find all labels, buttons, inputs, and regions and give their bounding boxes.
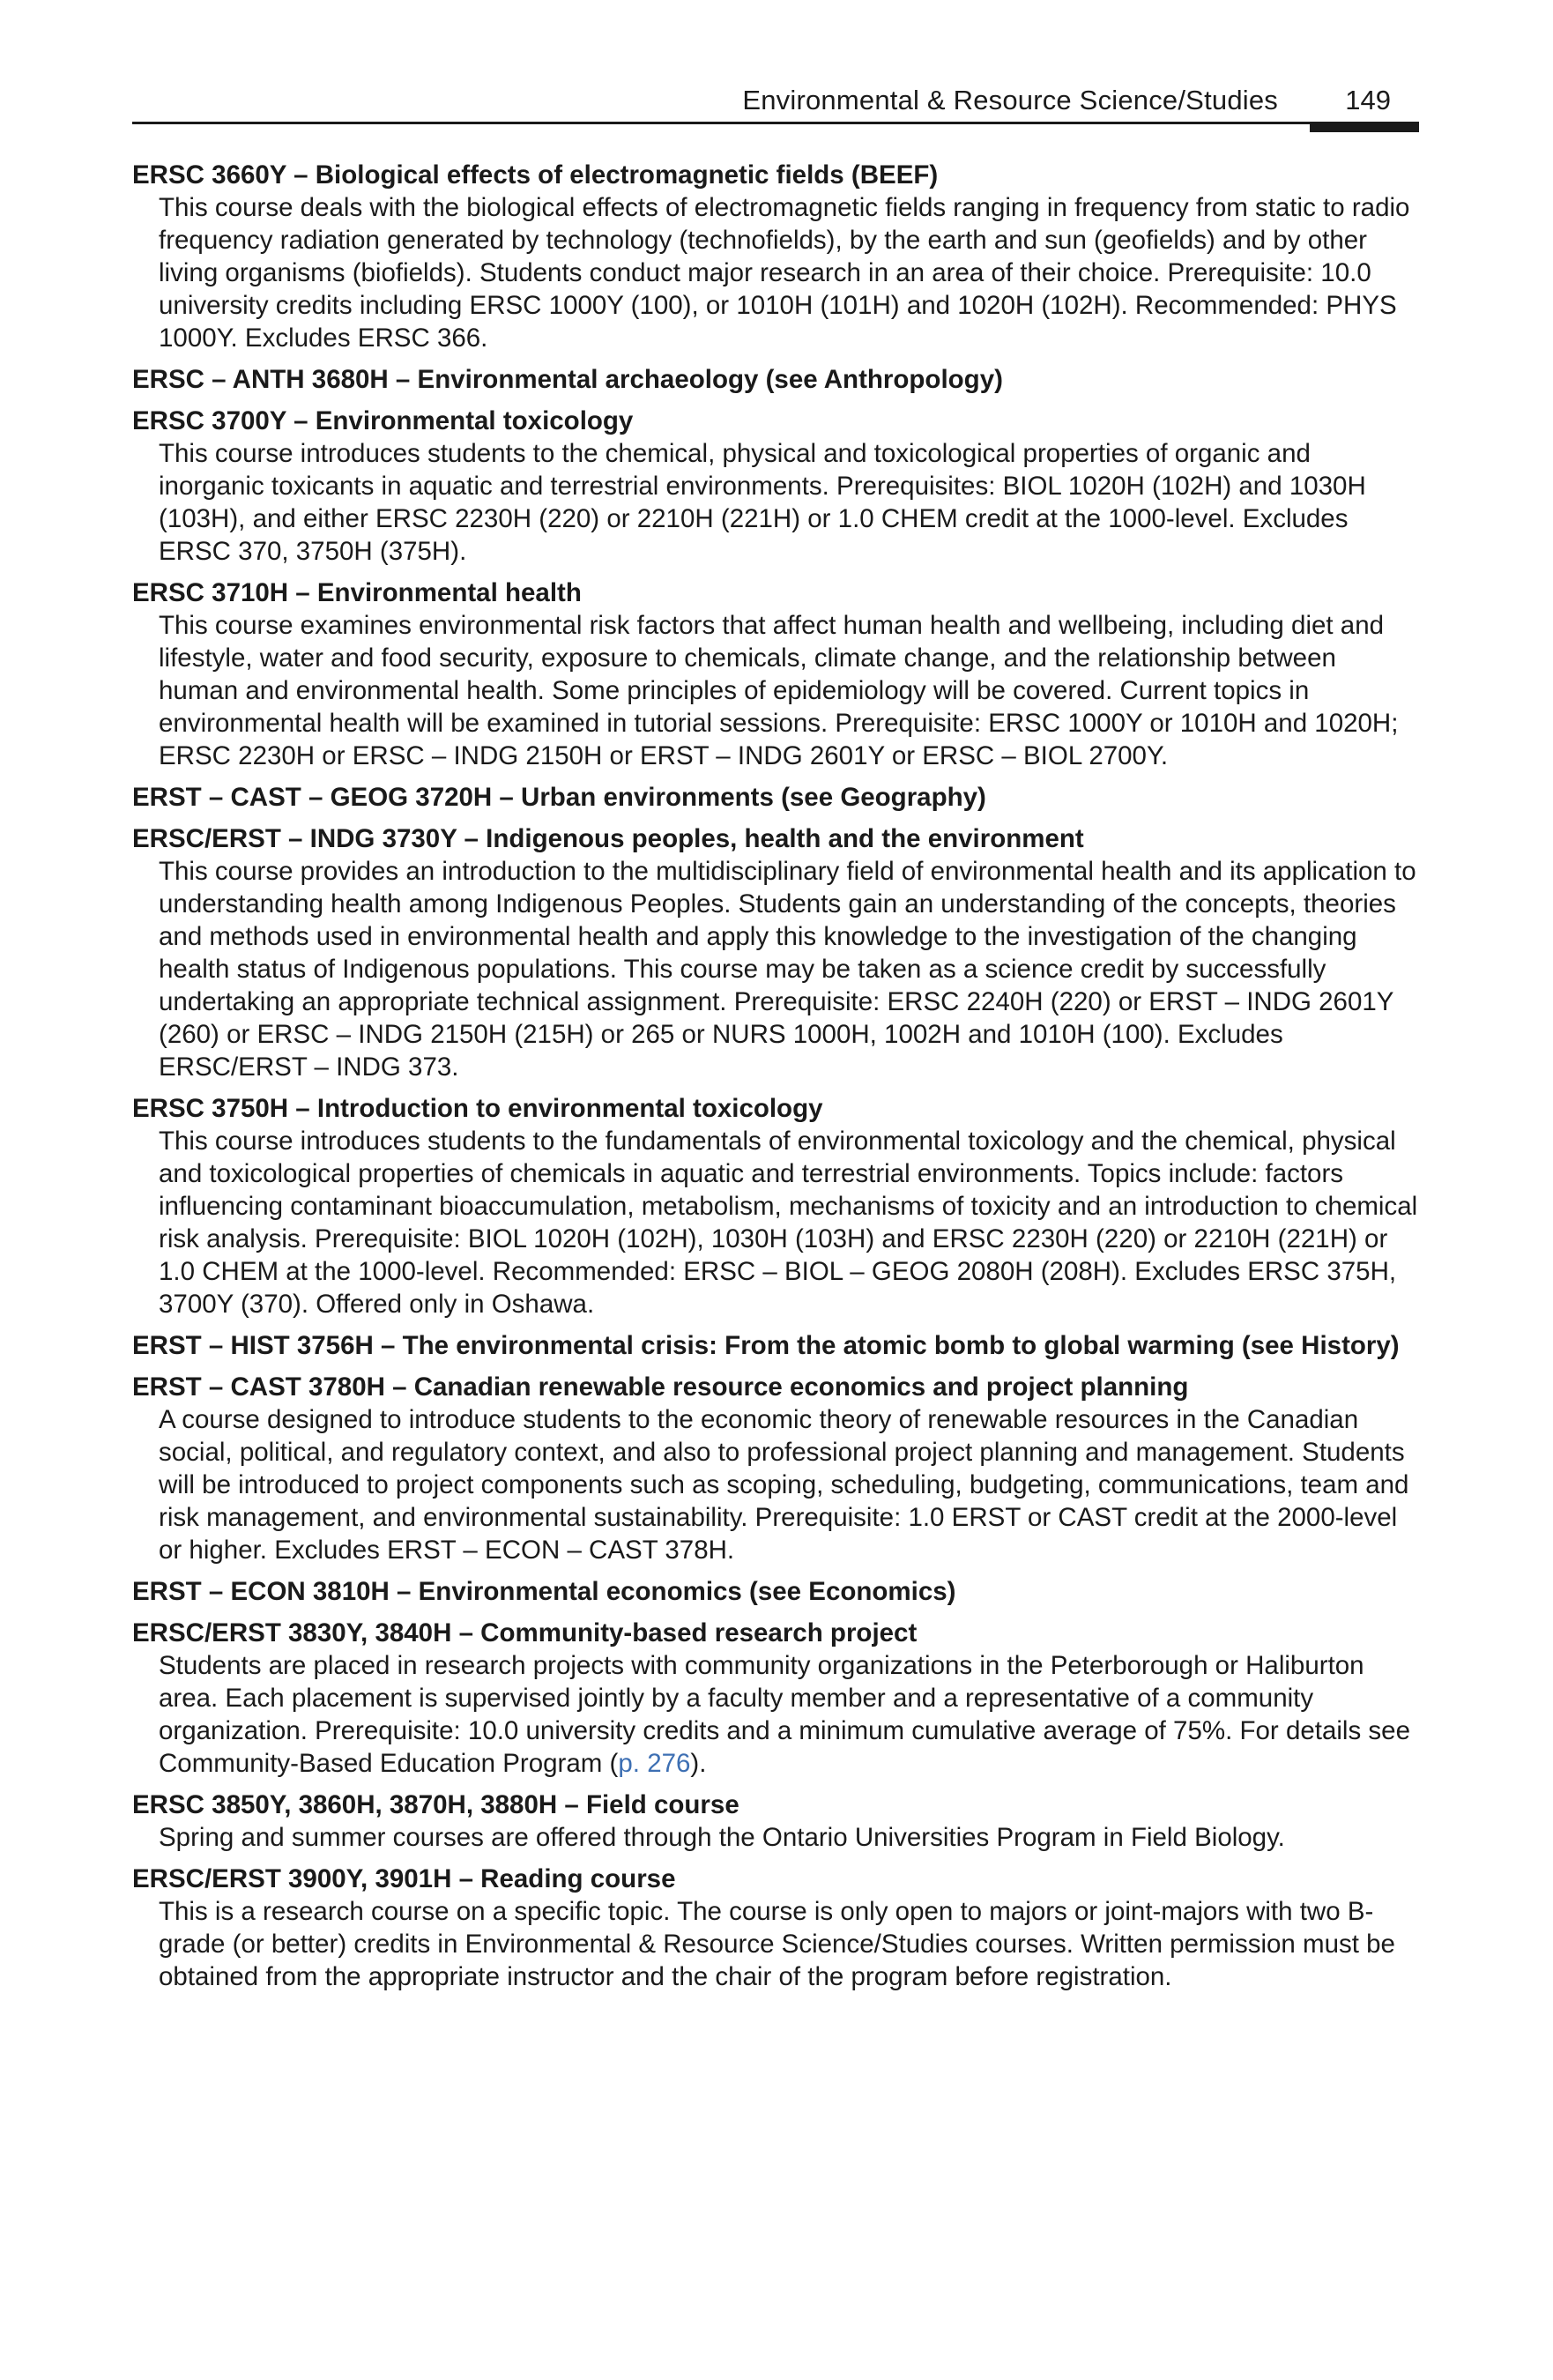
course-title: ERSC/ERST 3830Y, 3840H – Community-based research project bbox=[132, 1618, 918, 1647]
course-description: This course introduces students to the chemical, physical and toxicological properties of organic and inorganic toxicants in aquatic and terrestrial environments. Prerequisites: BIOL 1020H (102H) and 1030H (103H), and either ERSC 2230H (220) or 2210H (221H) or 1.0 CHEM credit at the 1000-level. Excludes ERSC 370, 3750H (375H). bbox=[159, 439, 1366, 566]
course-description: Spring and summer courses are offered through the Ontario Universities Program in Field Biology. bbox=[159, 1823, 1285, 1852]
course-title: ERST – CAST 3780H – Canadian renewable resource economics and project planning bbox=[132, 1372, 1189, 1402]
course-entry-ersc-3710h bbox=[132, 576, 1419, 772]
course-entry-ersc-erst-3900y bbox=[132, 1863, 1419, 1993]
description-text-end: ). bbox=[690, 1749, 707, 1778]
description-text: Students are placed in research projects with community organizations in the Peterborough or Haliburton area. Each placement is supervised jointly by a faculty member and a representative of a community organization. Prerequisite: 10.0 university credits and a minimum cumulative average of 75%. For details see Community-Based Education Program ( bbox=[159, 1651, 1410, 1778]
course-entry-ersc-anth-3680h bbox=[132, 363, 1419, 396]
course-title: ERSC 3850Y, 3860H, 3870H, 3880H – Field course bbox=[132, 1790, 739, 1819]
page-number: 149 bbox=[1345, 85, 1391, 115]
course-title: ERSC 3700Y – Environmental toxicology bbox=[132, 406, 634, 435]
course-description bbox=[159, 1649, 1419, 1780]
course-entry-ersc-erst-3830y bbox=[132, 1617, 1419, 1780]
section-title: Environmental & Resource Science/Studies bbox=[742, 85, 1278, 115]
course-list bbox=[132, 159, 1419, 2002]
course-title: ERSC 3660Y – Biological effects of electromagnetic fields (BEEF) bbox=[132, 160, 939, 190]
course-title: ERST – CAST – GEOG 3720H – Urban environments (see Geography) bbox=[132, 783, 986, 812]
course-description: This course deals with the biological effects of electromagnetic fields ranging in frequency from static to radio frequency radiation generated by technology (technofields), by the earth and sun (geofields) and by other living organisms (biofields). Students conduct major research in an area of their choice. Prerequisite: 10.0 university credits including ERSC 1000Y (100), or 1010H (101H) and 1020H (102H). Recommended: PHYS 1000Y. Excludes ERSC 366. bbox=[159, 193, 1410, 353]
course-title: ERST – ECON 3810H – Environmental economics (see Economics) bbox=[132, 1577, 956, 1606]
course-entry-erst-cast-3780h bbox=[132, 1371, 1419, 1566]
page-reference-link[interactable]: p. 276 bbox=[618, 1749, 691, 1778]
course-title: ERSC – ANTH 3680H – Environmental archaeology (see Anthropology) bbox=[132, 365, 1003, 394]
header-rule bbox=[132, 122, 1419, 124]
course-title: ERSC 3750H – Introduction to environmental toxicology bbox=[132, 1094, 823, 1123]
course-description: This course examines environmental risk factors that affect human health and wellbeing, including diet and lifestyle, water and food security, exposure to chemicals, climate change, and the relationship between human and environmental health. Some principles of epidemiology will be covered. Current topics in environmental health will be examined in tutorial sessions. Prerequisite: ERSC 1000Y or 1010H and 1020H; ERSC 2230H or ERSC – INDG 2150H or ERST – INDG 2601Y or ERSC – BIOL 2700Y. bbox=[159, 611, 1399, 770]
course-entry-ersc-3660y bbox=[132, 159, 1419, 354]
course-title: ERSC 3710H – Environmental health bbox=[132, 578, 582, 607]
course-title: ERST – HIST 3756H – The environmental crisis: From the atomic bomb to global warming (see History) bbox=[132, 1331, 1400, 1360]
course-entry-ersc-3700y bbox=[132, 405, 1419, 568]
course-entry-ersc-3850y bbox=[132, 1789, 1419, 1854]
course-description: This course introduces students to the fundamentals of environmental toxicology and the chemical, physical and toxicological properties of chemicals in aquatic and terrestrial environments. Topics include: factors influencing contaminant bioaccumulation, metabolism, mechanisms of toxicity and an introduction to chemical risk analysis. Prerequisite: BIOL 1020H (102H), 1030H (103H) and ERSC 2230H (220) or 2210H (221H) or 1.0 CHEM at the 1000-level. Recommended: ERSC – BIOL – GEOG 2080H (208H). Excludes ERSC 375H, 3700Y (370). Offered only in Oshawa. bbox=[159, 1127, 1418, 1319]
course-description: This course provides an introduction to the multidisciplinary field of environmental health and its application to understanding health among Indigenous Peoples. Students gain an understanding of the concepts, theories and methods used in environmental health and apply this knowledge to the investigation of the changing health status of Indigenous populations. This course may be taken as a science credit by successfully undertaking an appropriate technical assignment. Prerequisite: ERSC 2240H (220) or ERST – INDG 2601Y (260) or ERSC – INDG 2150H (215H) or 265 or NURS 1000H, 1002H and 1010H (100). Excludes ERSC/ERST – INDG 373. bbox=[159, 857, 1416, 1082]
course-entry-ersc-3750h bbox=[132, 1092, 1419, 1320]
course-entry-ersc-erst-indg-3730y bbox=[132, 822, 1419, 1083]
page-header bbox=[132, 79, 1419, 132]
course-entry-erst-cast-geog-3720h bbox=[132, 781, 1419, 814]
course-title: ERSC/ERST 3900Y, 3901H – Reading course bbox=[132, 1864, 676, 1893]
course-description: A course designed to introduce students to the economic theory of renewable resources in the Canadian social, political, and regulatory context, and also to professional project planning and management. Students will be introduced to project components such as scoping, scheduling, budgeting, communications, team and risk management, and environmental sustainability. Prerequisite: 1.0 ERST or CAST credit at the 2000-level or higher. Excludes ERST – ECON – CAST 378H. bbox=[159, 1405, 1409, 1565]
course-entry-erst-econ-3810h bbox=[132, 1575, 1419, 1608]
header-tab-bar bbox=[1310, 122, 1419, 132]
course-entry-erst-hist-3756h bbox=[132, 1329, 1419, 1362]
course-description: This is a research course on a specific topic. The course is only open to majors or joint-majors with two B-grade (or better) credits in Environmental & Resource Science/Studies courses. Written permission must be obtained from the appropriate instructor and the chair of the program before registration. bbox=[159, 1897, 1395, 1991]
course-title: ERSC/ERST – INDG 3730Y – Indigenous peoples, health and the environment bbox=[132, 824, 1084, 853]
